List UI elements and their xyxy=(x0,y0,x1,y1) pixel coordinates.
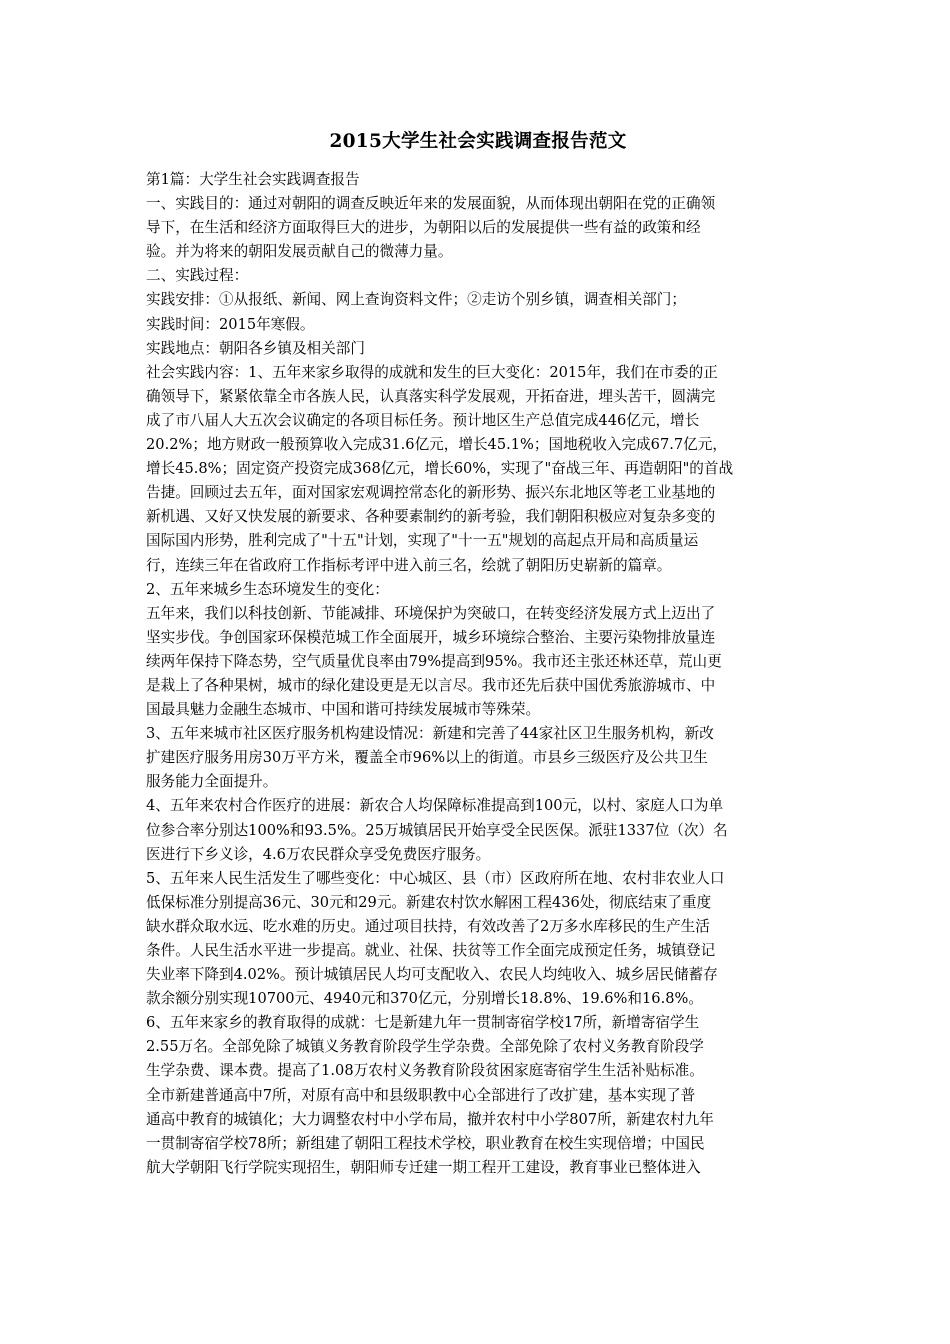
body-line: 行，连续三年在省政府工作指标考评中进入前三名，绘就了朝阳历史崭新的篇章。 xyxy=(146,556,672,574)
body-line: 实践时间：2015年寒假。 xyxy=(146,315,315,333)
body-line: 成了市八届人大五次会议确定的各项目标任务。预计地区生产总值完成446亿元，增长 xyxy=(146,411,700,429)
body-line: 是栽上了各种果树，城市的绿化建设更是无以言尽。我市还先后获中国优秀旅游城市、中 xyxy=(146,676,716,694)
body-line: 缺水群众取水远、吃水难的历史。通过项目扶持，有效改善了2万多水库移民的生产生活 xyxy=(146,917,710,935)
body-line: 款余额分别实现10700元、4940元和370亿元，分别增长18.8%、19.6%和16.8%。 xyxy=(146,990,703,1008)
body-line: 服务能力全面提升。 xyxy=(146,773,278,791)
body-line: 失业率下降到4.02%。预计城镇居民人均可支配收入、农民人均纯收入、城乡居民储蓄存 xyxy=(146,966,718,984)
body-line: 社会实践内容：1、五年来家乡取得的成就和发生的巨大变化：2015年，我们在市委的正 xyxy=(146,363,718,381)
body-line: 坚实步伐。争创国家环保模范城工作全面展开，城乡环境综合整治、主要污染物排放量连 xyxy=(146,628,716,646)
body-line: 2.55万名。全部免除了城镇义务教育阶段学生学杂费。全部免除了农村义务教育阶段学 xyxy=(146,1038,704,1056)
body-line: 一贯制寄宿学校78所；新组建了朝阳工程技术学校，职业教育在校生实现倍增；中国民 xyxy=(146,1134,705,1152)
body-line: 五年来，我们以科技创新、节能减排、环境保护为突破口，在转变经济发展方式上迈出了 xyxy=(146,604,716,622)
body-line: 增长45.8%；固定资产投资完成368亿元，增长60%，实现了"奋战三年、再造朝阳"的首战 xyxy=(146,460,734,478)
body-line: 4、五年来农村合作医疗的进展：新农合人均保障标准提高到100元，以村、家庭人口为单 xyxy=(146,797,724,815)
document-title: 2015大学生社会实践调查报告范文 xyxy=(329,131,627,152)
body-line: 5、五年来人民生活发生了哪些变化：中心城区、县（市）区政府所在地、农村非农业人口 xyxy=(146,869,725,887)
body-line: 生学杂费、课本费。提高了1.08万农村义务教育阶段贫困家庭寄宿学生生活补贴标准。 xyxy=(146,1062,704,1080)
body-line: 条件。人民生活水平进一步提高。就业、社保、扶贫等工作全面完成预定任务，城镇登记 xyxy=(146,942,716,959)
body-line: 实践地点：朝阳各乡镇及相关部门 xyxy=(146,339,365,357)
document-page xyxy=(146,128,810,1180)
body-line: 国最具魅力金融生态城市、中国和谐可持续发展城市等殊荣。 xyxy=(146,701,541,719)
body-line: 实践安排：①从报纸、新闻、网上查询资料文件；②走访个别乡镇，调查相关部门； xyxy=(146,291,686,309)
body-line: 6、五年来家乡的教育取得的成就：七是新建九年一贯制寄宿学校17所，新增寄宿学生 xyxy=(146,1014,700,1032)
body-line: 全市新建普通高中7所，对原有高中和县级职教中心全部进行了改扩建，基本实现了普 xyxy=(146,1086,696,1104)
body-line: 确领导下，紧紧依靠全市各族人民，认真落实科学发展观，开拓奋进，埋头苦干，圆满完 xyxy=(146,387,716,405)
body-line: 导下，在生活和经济方面取得巨大的进步，为朝阳以后的发展提供一些有益的政策和经 xyxy=(146,219,701,237)
body-line: 20.2%；地方财政一般预算收入完成31.6亿元，增长45.1%；国地税收入完成67.7亿元， xyxy=(146,436,727,454)
body-line: 验。并为将来的朝阳发展贡献自己的微薄力量。 xyxy=(146,243,453,261)
body-line: 航大学朝阳飞行学院实现招生，朝阳师专迁建一期工程开工建设，教育事业已整体进入 xyxy=(146,1158,701,1176)
body-line: 3、五年来城市社区医疗服务机构建设情况：新建和完善了44家社区卫生服务机构，新改 xyxy=(146,725,714,743)
body-line: 通高中教育的城镇化；大力调整农村中小学布局，撤并农村中小学807所，新建农村九年 xyxy=(146,1110,714,1128)
body-line: 2、五年来城乡生态环境发生的变化： xyxy=(146,580,389,598)
body-line: 二、实践过程： xyxy=(146,267,249,285)
body-line: 续两年保持下降态势，空气质量优良率由79%提高到95%。我市还主张还林还草，荒山更 xyxy=(146,652,722,670)
body-line: 医进行下乡义诊，4.6万农民群众享受免费医疗服务。 xyxy=(146,845,491,863)
body-line: 低保标准分别提高36元、30元和29元。新建农村饮水解困工程436处，彻底结束了重度 xyxy=(146,893,712,911)
body-line: 扩建医疗服务用房30万平方米，覆盖全市96%以上的街道。市县乡三级医疗及公共卫生 xyxy=(146,749,708,767)
body-line: 位参合率分别达100%和93.5%。25万城镇居民开始享受全民医保。派驻1337位（次）名 xyxy=(146,821,728,839)
body-line: 国际国内形势，胜利完成了"十五"计划，实现了"十一五"规划的高起点开局和高质量运 xyxy=(146,532,699,550)
body-line: 第1篇：大学生社会实践调查报告 xyxy=(146,171,360,188)
body-line: 一、实践目的：通过对朝阳的调查反映近年来的发展面貌，从而体现出朝阳在党的正确领 xyxy=(146,195,716,213)
body-line: 告捷。回顾过去五年，面对国家宏观调控常态化的新形势、振兴东北地区等老工业基地的 xyxy=(146,484,716,502)
document-body xyxy=(146,168,810,1180)
body-line: 新机遇、又好又快发展的新要求、各种要素制约的新考验，我们朝阳积极应对复杂多变的 xyxy=(146,508,716,526)
